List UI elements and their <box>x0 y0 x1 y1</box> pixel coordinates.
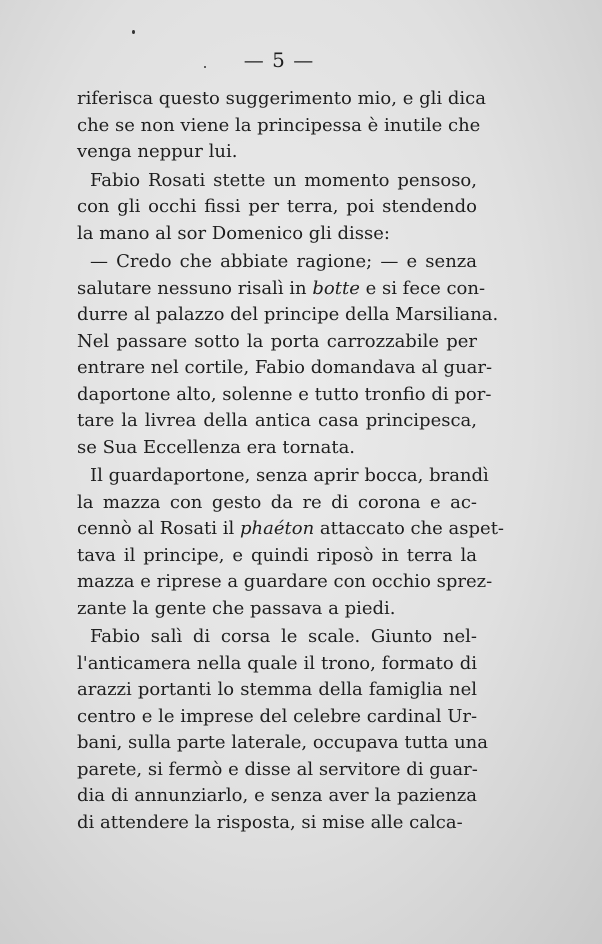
text-line: arazzi portanti lo stemma della famiglia nel <box>77 679 477 700</box>
text-line: bani, sulla parte laterale, occupava tutta una <box>77 732 489 753</box>
text-line: centro e le imprese del celebre cardinal Ur- <box>77 705 478 727</box>
text-line: tare la livrea della antica casa principesca, <box>77 410 477 431</box>
text-line: zante la gente che passava a piedi. <box>77 597 396 619</box>
text-line: tava il principe, e quindi riposò in terra la <box>77 544 477 566</box>
text-line: cennò al Rosati il phaéton attaccato che aspet- <box>77 518 505 539</box>
text-line: se Sua Eccellenza era tornata. <box>77 436 356 458</box>
text-line: con gli occhi fissi per terra, poi stendendo <box>77 196 477 217</box>
text-line: durre al palazzo del principe della Marsiliana. <box>77 304 499 325</box>
text-line: l'anticamera nella quale il trono, formato di <box>77 652 477 674</box>
text-line: parete, si fermò e disse al servitore di guar- <box>77 758 478 780</box>
text-line: Il guardaportone, senza aprir bocca, brandì <box>90 465 489 486</box>
text-line: venga neppur lui. <box>77 141 238 162</box>
text-line: che se non viene la principessa è inutile che <box>77 114 481 136</box>
text-line: mazza e riprese a guardare con occhio sprez- <box>77 571 493 592</box>
text-line: la mano al sor Domenico gli disse: <box>77 222 390 244</box>
ink-speck <box>132 30 135 34</box>
text-line: salutare nessuno risalì in botte e si fece con- <box>77 277 486 299</box>
text-line: la mazza con gesto da re di corona e ac- <box>77 491 477 513</box>
text-line: — Credo che abbiate ragione; — e senza <box>90 251 477 272</box>
text-line: dia di annunziarlo, e senza aver la pazienza <box>77 785 477 806</box>
text-line: daportone alto, solenne e tutto tronfio di por- <box>77 383 492 405</box>
text-line: Fabio Rosati stette un momento pensoso, <box>90 169 477 191</box>
body-text <box>77 86 505 836</box>
page-number: — 5 — <box>243 48 315 72</box>
text-line: Fabio salì di corsa le scale. Giunto nel- <box>90 626 477 647</box>
text-line: Nel passare sotto la porta carrozzabile per <box>77 330 477 352</box>
text-line: entrare nel cortile, Fabio domandava al guar- <box>77 357 493 378</box>
text-line: riferisca questo suggerimento mio, e gli dica <box>77 88 486 109</box>
text-line: di attendere la risposta, si mise alle calca- <box>77 811 463 833</box>
